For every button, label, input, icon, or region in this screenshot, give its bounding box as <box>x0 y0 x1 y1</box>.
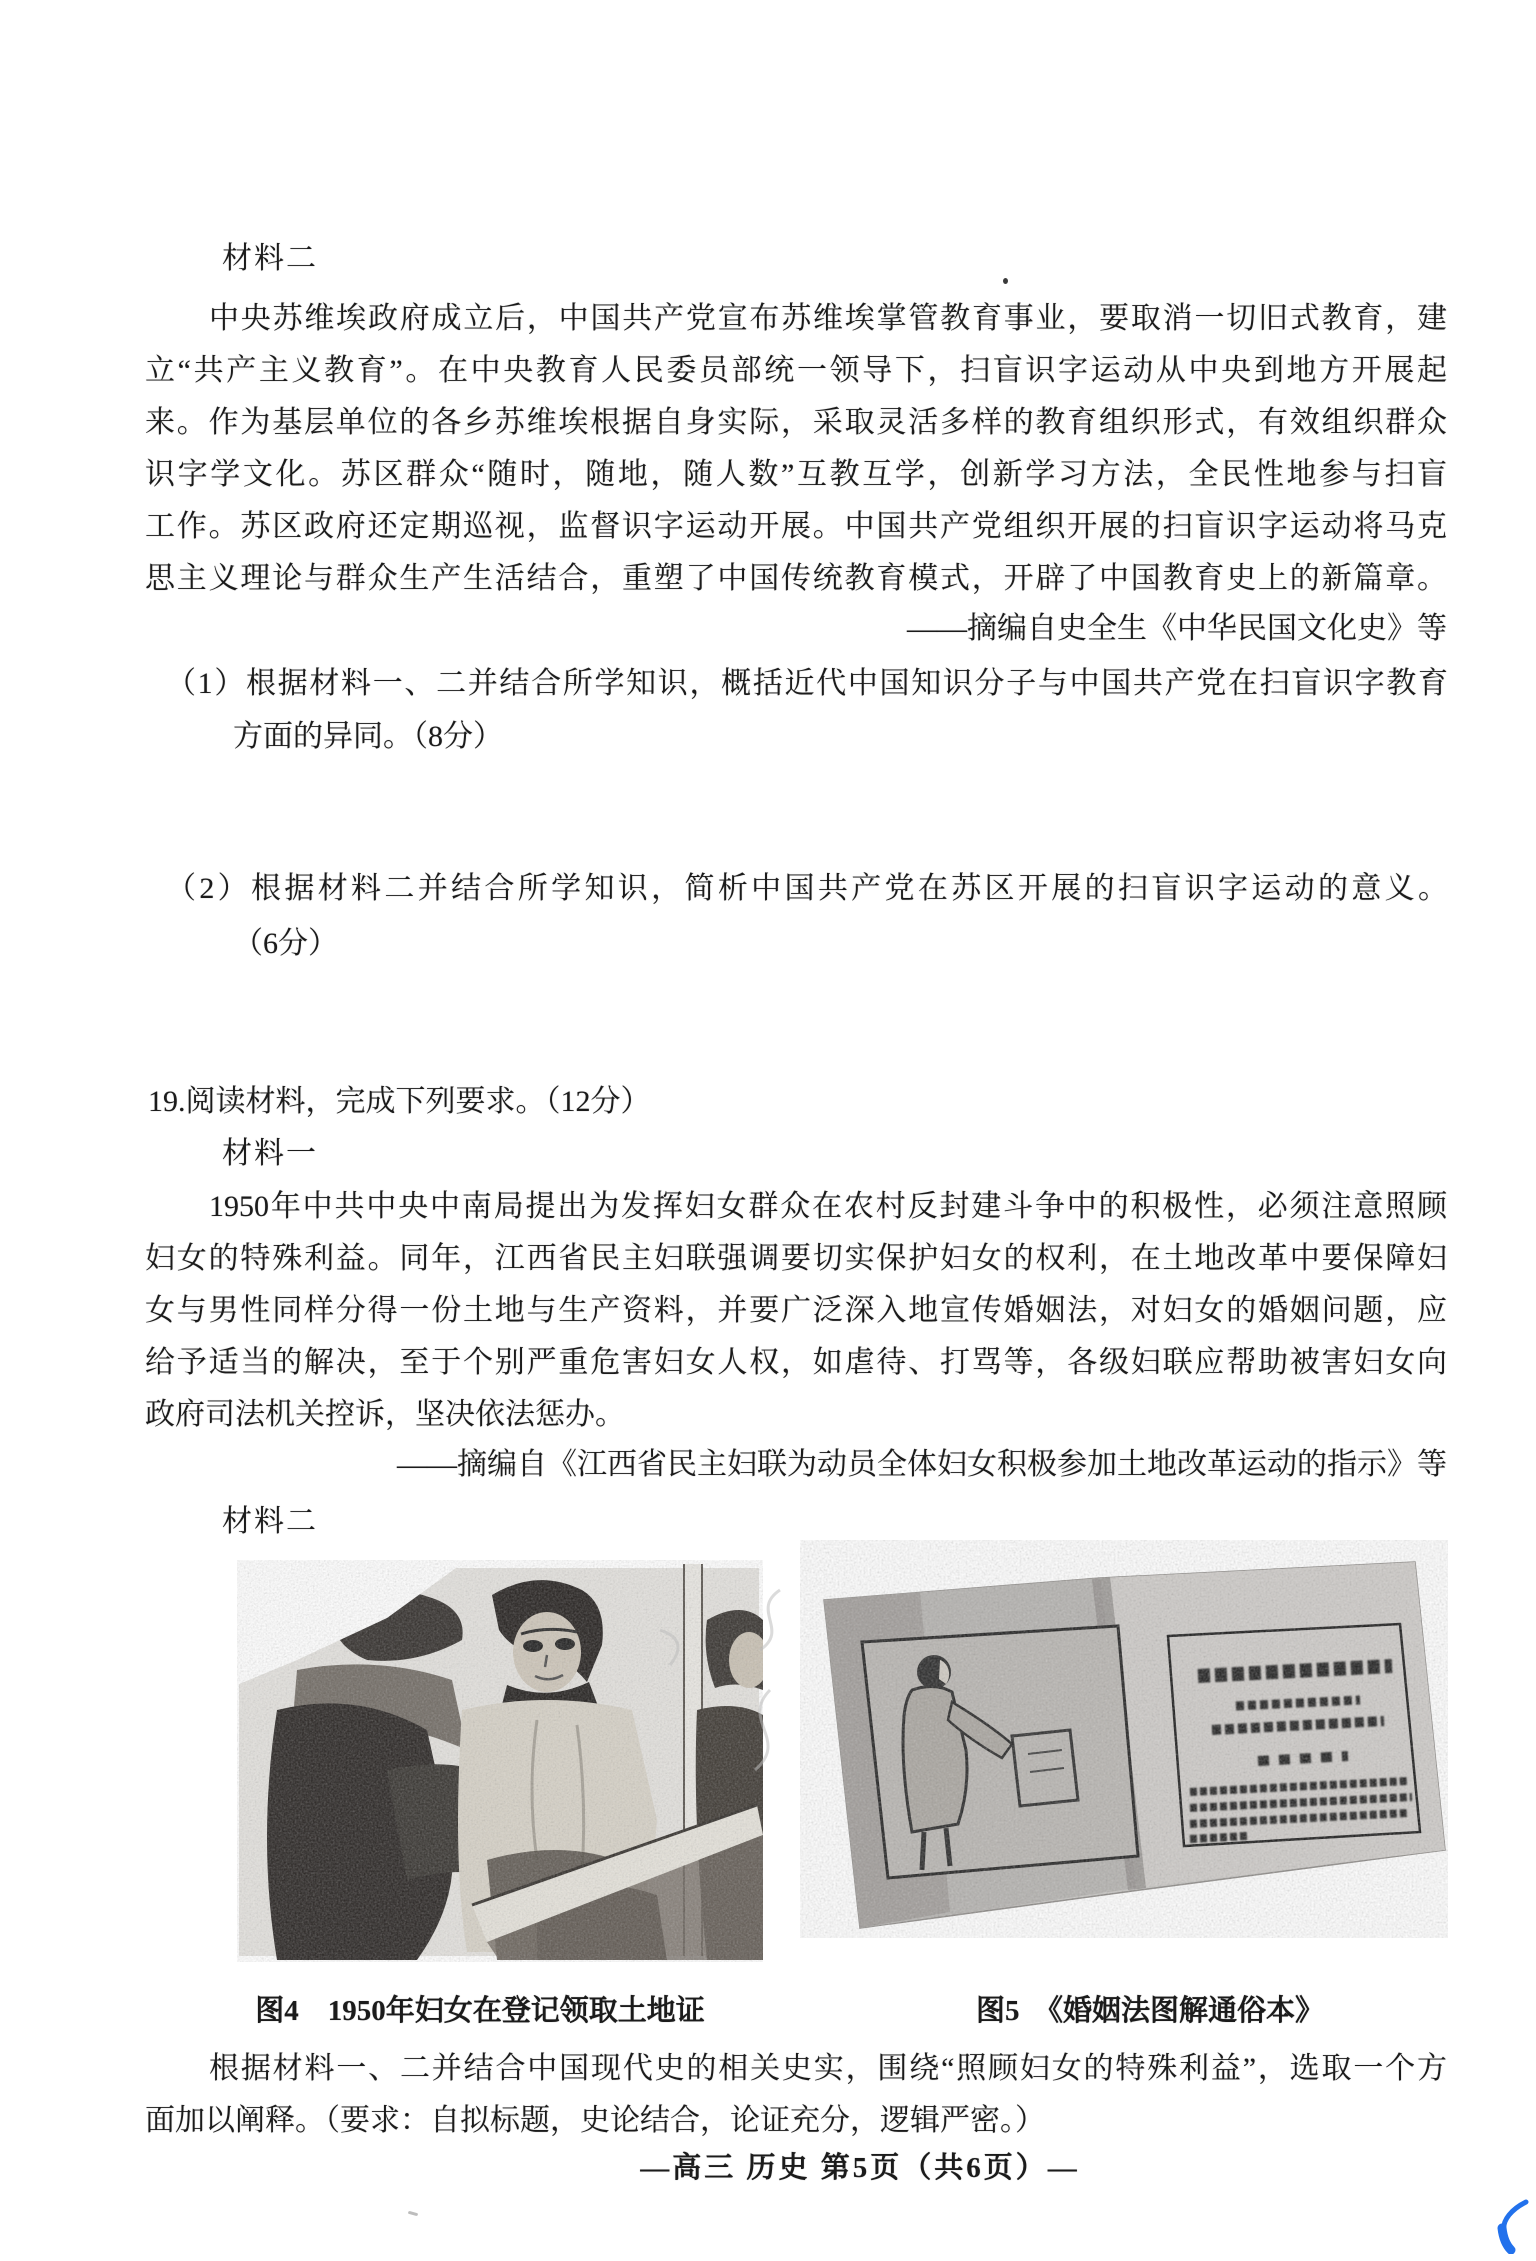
ink-speck <box>408 2211 418 2216</box>
q18-material2-para-line: 中央苏维埃政府成立后，中国共产党宣布苏维埃掌管教育事业，要取消一切旧式教育，建 <box>209 302 1447 335</box>
page-footer: —高三 历史 第5页（共6页）— <box>640 2152 1080 2184</box>
q18-question2-line: （2）根据材料二并结合所学知识，简析中国共产党在苏区开展的扫盲识字运动的意义。 <box>166 872 1448 905</box>
q19-material1-para-line: 1950年中共中央中南局提出为发挥妇女群众在农村反封建斗争中的积极性，必须注意照顾 <box>209 1190 1447 1223</box>
q19-task-line: 根据材料一、二并结合中国现代史的相关史实，围绕“照顾妇女的特殊利益”，选取一个方 <box>209 2052 1447 2085</box>
q19-material1-para-line: 妇女的特殊利益。同年，江西省民主妇联强调要切实保护妇女的权利，在土地改革中要保障妇 <box>145 1242 1447 1275</box>
scan-smudge-marks <box>630 1570 810 1790</box>
q18-material2-para-line: 识字学文化。苏区群众“随时，随地，随人数”互教互学，创新学习方法，全民性地参与扫盲 <box>145 458 1447 491</box>
q18-material2-attribution: ——摘编自史全生《中华民国文化史》等 <box>907 612 1447 645</box>
fig5-photo-canvas <box>800 1540 1448 1938</box>
q18-question1-line: 方面的异同。（8分） <box>233 720 503 753</box>
material2-heading-q18: 材料二 <box>222 242 318 275</box>
q19-material1-para-line: 给予适当的解决，至于个别严重危害妇女人权，如虐待、打骂等，各级妇联应帮助被害妇女向 <box>145 1346 1447 1379</box>
q19-material1-attribution: ——摘编自《江西省民主妇联为动员全体妇女积极参加土地改革运动的指示》等 <box>397 1448 1447 1481</box>
q18-material2-para-line: 工作。苏区政府还定期巡视，监督识字运动开展。中国共产党组织开展的扫盲识字运动将马克 <box>145 510 1447 543</box>
q19-material1-para-line: 政府司法机关控诉，坚决依法惩办。 <box>145 1398 625 1431</box>
q18-material2-para-line: 思主义理论与群众生产生活结合，重塑了中国传统教育模式，开辟了中国教育史上的新篇章。 <box>145 562 1447 595</box>
q19-header: 19.阅读材料，完成下列要求。（12分） <box>148 1085 651 1118</box>
q19-task-line: 面加以阐释。（要求：自拟标题，史论结合，论证充分，逻辑严密。） <box>145 2104 1045 2137</box>
fig4-caption: 图4 1950年妇女在登记领取土地证 <box>255 1995 705 2027</box>
q18-question1-line: （1）根据材料一、二并结合所学知识，概括近代中国知识分子与中国共产党在扫盲识字教育 <box>166 667 1448 700</box>
q18-question2-line: （6分） <box>233 927 338 960</box>
material1-heading-q19: 材料一 <box>222 1137 318 1170</box>
q19-material1-para-line: 女与男性同样分得一份土地与生产资料，并要广泛深入地宣传婚姻法，对妇女的婚姻问题，应 <box>145 1294 1447 1327</box>
ink-speck <box>1003 278 1008 284</box>
blue-pen-mark <box>1492 2196 1536 2254</box>
q18-material2-para-line: 立“共产主义教育”。在中央教育人民委员部统一领导下，扫盲识字运动从中央到地方开展起 <box>145 354 1447 387</box>
fig5-caption: 图5 《婚姻法图解通俗本》 <box>975 1995 1324 2027</box>
fig5-photo-marriage-law-booklet <box>800 1540 1448 1938</box>
q18-material2-para-line: 来。作为基层单位的各乡苏维埃根据自身实际，采取灵活多样的教育组织形式，有效组织群众 <box>145 406 1447 439</box>
material2-heading-q19: 材料二 <box>222 1505 318 1538</box>
